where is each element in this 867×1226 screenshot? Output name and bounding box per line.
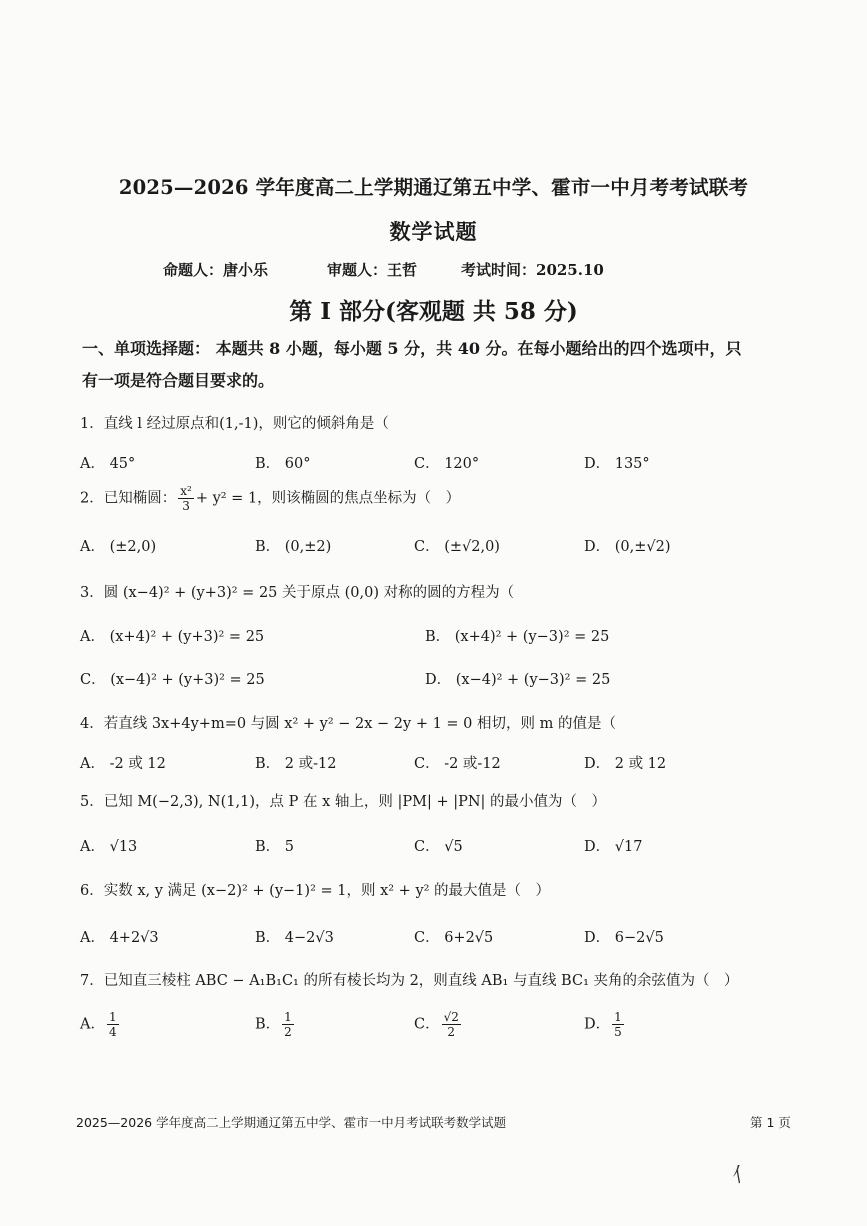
option-label: A． (80, 1016, 105, 1033)
question-4-stem: 4．若直线 3x+4y+m=0 与圆 x² + y² − 2x − 2y + 1 = 0 相切，则 m 的值是（ (80, 716, 616, 732)
option-b: B． (x+4)² + (y−3)² = 25 (425, 629, 610, 645)
option-d (584, 1010, 626, 1039)
stem-prefix: 2．已知椭圆： (80, 490, 177, 507)
question-6-stem: 6．实数 x, y 满足 (x−2)² + (y−1)² = 1，则 x² + y² 的最大值是（ ） (80, 883, 551, 899)
option-c: C． (x−4)² + (y+3)² = 25 (80, 672, 265, 688)
question-1-stem: 1．直线 l 经过原点和(1,-1)，则它的倾斜角是（ (80, 416, 389, 432)
author-label: 命题人：唐小乐 (163, 261, 269, 279)
option-d: D． 2 或 12 (584, 756, 667, 772)
fraction-denominator: 3 (182, 499, 190, 513)
exam-title: 2025—2026 学年度高二上学期通辽第五中学、霍市一中月考考试联考 (118, 176, 749, 199)
page-number: 第 1 页 (750, 1115, 791, 1130)
fraction-denominator: 4 (108, 1025, 117, 1039)
fraction-numerator: √2 (443, 1010, 459, 1024)
option-b: B． 60° (255, 456, 311, 472)
exam-meta (163, 259, 604, 280)
fraction-numerator: 1 (614, 1010, 622, 1024)
option-a: A． 45° (80, 456, 136, 472)
question-3-stem: 3．圆 (x−4)² + (y+3)² = 25 关于原点 (0,0) 对称的圆的方程为（ (80, 585, 515, 601)
option-a (80, 1010, 121, 1039)
option-d: D． √17 (584, 839, 643, 855)
option-d: D． 6−2√5 (584, 930, 664, 946)
fraction (442, 1010, 461, 1039)
option-a: A． √13 (80, 839, 138, 855)
fraction (107, 1010, 119, 1039)
fraction (612, 1010, 624, 1039)
option-b: B． 4−2√3 (255, 930, 334, 946)
exam-time-label: 考试时间：2025.10 (461, 261, 604, 279)
fraction-numerator: 1 (284, 1010, 292, 1024)
option-c: C． -2 或-12 (414, 756, 501, 772)
question-7-stem: 7．已知直三棱柱 ABC − A₁B₁C₁ 的所有棱长均为 2，则直线 AB₁ 与直线 BC₁ 夹角的余弦值为（ ） (80, 973, 739, 989)
fraction-denominator: 2 (284, 1025, 292, 1039)
option-a: A． (±2,0) (80, 539, 157, 555)
option-label: C． (414, 1016, 440, 1033)
question-2-stem (80, 484, 460, 513)
option-d: D． 135° (584, 456, 650, 472)
fraction-numerator: 1 (108, 1010, 117, 1024)
option-b: B． 5 (255, 839, 294, 855)
option-c: C． 6+2√5 (414, 930, 494, 946)
part-title: 第 I 部分(客观题 共 58 分) (289, 298, 578, 325)
option-d: D． (x−4)² + (y−3)² = 25 (425, 672, 611, 688)
option-d: D． (0,±√2) (584, 539, 671, 555)
option-label: B． (255, 1016, 281, 1033)
fraction (178, 484, 194, 513)
option-label: D． (584, 1016, 611, 1033)
option-a: A． -2 或 12 (80, 756, 166, 772)
reviewer-label: 审题人：王哲 (327, 261, 418, 279)
section-instructions-line2: 有一项是符合题目要求的。 (82, 371, 275, 390)
option-c: C． √5 (414, 839, 463, 855)
option-b: B． 2 或-12 (255, 756, 337, 772)
option-c: C． 120° (414, 456, 480, 472)
exam-subject: 数学试题 (389, 219, 478, 244)
fraction-denominator: 2 (447, 1025, 456, 1039)
question-5-stem: 5．已知 M(−2,3), N(1,1)，点 P 在 x 轴上，则 |PM| + |PN| 的最小值为（ ） (80, 794, 607, 810)
footer-title: 2025—2026 学年度高二上学期通辽第五中学、霍市一中月考试联考数学试题 (76, 1115, 507, 1130)
option-c (414, 1010, 463, 1039)
fraction (282, 1010, 294, 1039)
option-a: A． 4+2√3 (80, 930, 159, 946)
stem-suffix: + y² = 1，则该椭圆的焦点坐标为（ ） (195, 490, 461, 507)
handwritten-mark: ⺅ (730, 1160, 755, 1188)
option-c: C． (±√2,0) (414, 539, 500, 555)
fraction-numerator: x² (180, 484, 192, 498)
fraction-denominator: 5 (614, 1025, 622, 1039)
option-b (255, 1010, 296, 1039)
option-a: A． (x+4)² + (y+3)² = 25 (80, 629, 265, 645)
section-instructions-line1: 一、单项选择题： 本题共 8 小题，每小题 5 分，共 40 分。在每小题给出的四个选项中，只 (82, 339, 742, 358)
option-b: B． (0,±2) (255, 539, 332, 555)
